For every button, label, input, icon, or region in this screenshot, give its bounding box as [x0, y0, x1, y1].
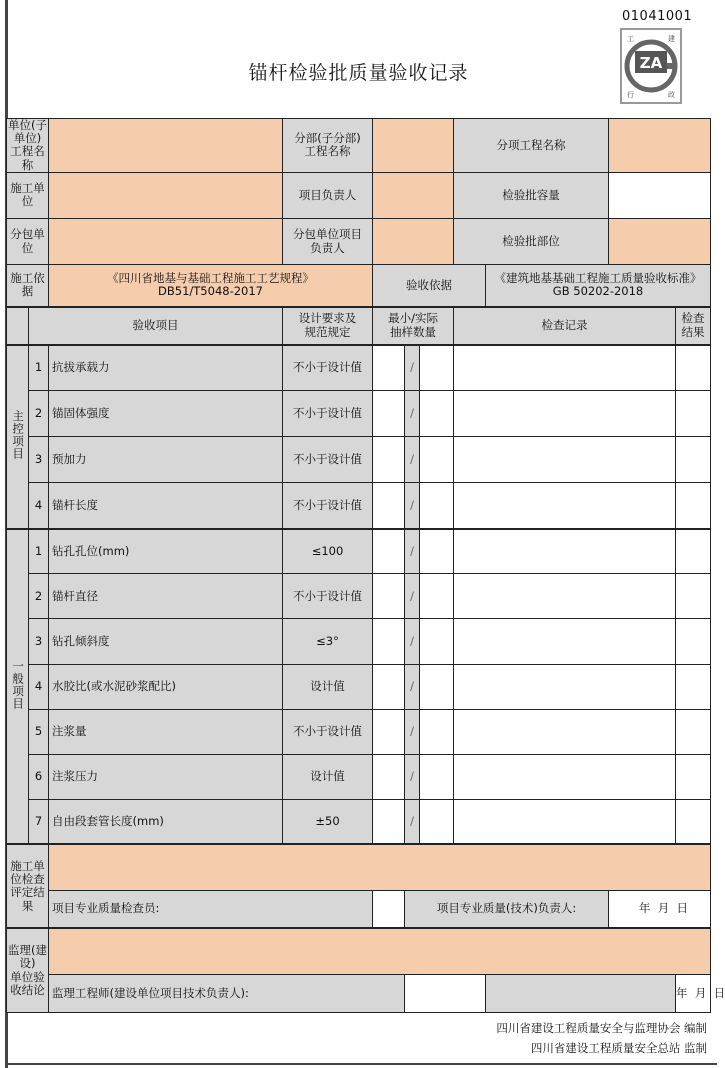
sub-pm-input[interactable]	[373, 218, 454, 264]
project-manager-input[interactable]	[373, 172, 454, 218]
unit-name-input[interactable]	[49, 119, 283, 173]
check-record-input[interactable]	[454, 529, 676, 574]
item-number: 2	[29, 574, 49, 619]
check-record-input[interactable]	[454, 345, 676, 391]
check-result-input[interactable]	[676, 799, 711, 844]
item-number: 3	[29, 619, 49, 664]
actual-sample-input[interactable]	[420, 709, 454, 754]
svg-text:建: 建	[668, 35, 675, 43]
item-requirement: 不小于设计值	[283, 709, 373, 754]
item-name: 注浆压力	[49, 754, 283, 799]
supervising-engineer-signature[interactable]	[405, 974, 486, 1012]
item-requirement: 设计值	[283, 664, 373, 709]
item-requirement: ±50	[283, 799, 373, 844]
item-number: 5	[29, 709, 49, 754]
contractor-check-row	[7, 844, 711, 890]
quality-manager-label: 项目专业质量(技术)负责人:	[405, 890, 609, 928]
acceptance-basis-value: 《建筑地基基础工程施工质量验收标准》 GB 50202-2018	[486, 265, 711, 307]
header-row-3	[7, 218, 711, 264]
actual-sample-input[interactable]	[420, 345, 454, 391]
sample-separator: /	[405, 754, 420, 799]
check-record-input[interactable]	[454, 619, 676, 664]
general-items	[7, 529, 711, 844]
table-row	[7, 483, 711, 529]
division-name-input[interactable]	[373, 119, 454, 173]
item-requirement: 不小于设计值	[283, 574, 373, 619]
actual-sample-input[interactable]	[420, 391, 454, 437]
svg-text:行: 行	[627, 91, 634, 99]
construction-basis-label: 施工依据	[7, 265, 49, 307]
document-code: 01041001	[622, 9, 693, 24]
item-requirement: ≤3°	[283, 619, 373, 664]
item-requirement: 不小于设计值	[283, 391, 373, 437]
check-result-input[interactable]	[676, 619, 711, 664]
table-row	[7, 345, 711, 391]
actual-sample-input[interactable]	[420, 664, 454, 709]
col-check-result: 检查 结果	[676, 307, 711, 345]
actual-sample-input[interactable]	[420, 437, 454, 483]
svg-text:ZA: ZA	[639, 54, 663, 72]
column-header-row	[7, 307, 711, 345]
sample-separator: /	[405, 345, 420, 391]
item-number: 4	[29, 664, 49, 709]
table-row	[7, 391, 711, 437]
group-label: 主控项目	[11, 410, 26, 461]
footer-supervisor: 四川省建设工程质量安全总站 监制	[530, 1041, 707, 1055]
check-record-input[interactable]	[454, 754, 676, 799]
min-sample-input[interactable]	[373, 574, 405, 619]
check-result-input[interactable]	[676, 529, 711, 574]
actual-sample-input[interactable]	[420, 619, 454, 664]
actual-sample-input[interactable]	[420, 529, 454, 574]
min-sample-input[interactable]	[373, 345, 405, 391]
table-row	[7, 799, 711, 844]
group-header-cell	[7, 307, 29, 345]
construction-basis-value: 《四川省地基与基础工程施工工艺规程》 DB51/T5048-2017	[49, 265, 373, 307]
main-control-items	[7, 345, 711, 529]
subitem-name-label: 分项工程名称	[454, 119, 609, 173]
bottom-border	[5, 1063, 717, 1065]
item-number: 7	[29, 799, 49, 844]
check-record-input[interactable]	[454, 709, 676, 754]
batch-location-input[interactable]	[609, 218, 711, 264]
check-result-input[interactable]	[676, 437, 711, 483]
item-number: 6	[29, 754, 49, 799]
table-row	[7, 619, 711, 664]
check-record-input[interactable]	[454, 437, 676, 483]
item-number: 1	[29, 529, 49, 574]
sample-separator: /	[405, 574, 420, 619]
supervisor-check-row	[7, 928, 711, 974]
actual-sample-input[interactable]	[420, 799, 454, 844]
table-row	[7, 664, 711, 709]
sample-separator: /	[405, 391, 420, 437]
check-record-input[interactable]	[454, 799, 676, 844]
group-label-cell	[7, 529, 29, 844]
sample-separator: /	[405, 664, 420, 709]
item-name: 水胶比(或水泥砂浆配比)	[49, 664, 283, 709]
col-check-record: 检查记录	[454, 307, 676, 345]
quality-inspector-signature[interactable]	[373, 890, 405, 928]
sample-separator: /	[405, 483, 420, 529]
check-result-input[interactable]	[676, 483, 711, 529]
subcontractor-label: 分包单位	[7, 218, 49, 264]
item-name: 自由段套管长度(mm)	[49, 799, 283, 844]
acceptance-basis-label: 验收依据	[373, 265, 486, 307]
item-number: 3	[29, 437, 49, 483]
check-result-input[interactable]	[676, 754, 711, 799]
unit-name-label: 单位(子单位) 工程名称	[8, 118, 47, 172]
sample-separator: /	[405, 619, 420, 664]
sub-pm-label: 分包单位项目 负责人	[283, 218, 373, 264]
sample-separator: /	[405, 437, 420, 483]
supervisor-conclusion-input[interactable]	[49, 928, 711, 974]
check-result-input[interactable]	[676, 709, 711, 754]
min-sample-input[interactable]	[373, 709, 405, 754]
item-requirement: 不小于设计值	[283, 437, 373, 483]
table-row	[7, 754, 711, 799]
check-result-input[interactable]	[676, 345, 711, 391]
check-record-input[interactable]	[454, 574, 676, 619]
item-name: 注浆量	[49, 709, 283, 754]
min-sample-input[interactable]	[373, 391, 405, 437]
item-number: 2	[29, 391, 49, 437]
supervisor-check-label: 监理(建设) 单位验收结论	[7, 928, 49, 1012]
supervisor-blank-cell	[486, 974, 676, 1012]
subcontractor-input[interactable]	[49, 218, 283, 264]
group-label: 一般项目	[11, 659, 26, 710]
header-row-4	[7, 265, 711, 307]
header-row-1	[7, 119, 711, 173]
check-record-input[interactable]	[454, 391, 676, 437]
contractor-input[interactable]	[49, 172, 283, 218]
check-record-input[interactable]	[454, 664, 676, 709]
min-sample-input[interactable]	[373, 437, 405, 483]
item-number: 4	[29, 483, 49, 529]
item-requirement: ≤100	[283, 529, 373, 574]
sample-separator: /	[405, 799, 420, 844]
header-row-2	[7, 172, 711, 218]
contractor-sign-row	[7, 890, 711, 928]
actual-sample-input[interactable]	[420, 483, 454, 529]
min-sample-input[interactable]	[373, 664, 405, 709]
table-row	[7, 529, 711, 574]
item-name: 锚固体强度	[49, 391, 283, 437]
table-row	[7, 574, 711, 619]
contractor-check-label: 施工单位检查 评定结果	[7, 844, 49, 928]
footer-editor: 四川省建设工程质量安全与监理协会 编制	[496, 1021, 707, 1035]
project-manager-label: 项目负责人	[283, 172, 373, 218]
min-sample-input[interactable]	[373, 529, 405, 574]
supervisor-sign-row	[7, 974, 711, 1012]
svg-text:工: 工	[627, 35, 634, 43]
item-requirement: 不小于设计值	[283, 483, 373, 529]
min-sample-input[interactable]	[373, 483, 405, 529]
group-label-cell	[7, 345, 29, 529]
actual-sample-input[interactable]	[420, 574, 454, 619]
check-record-input[interactable]	[454, 483, 676, 529]
min-sample-input[interactable]	[373, 754, 405, 799]
item-name: 抗拔承载力	[49, 345, 283, 391]
form-title: 锚杆检验批质量验收记录	[248, 62, 469, 84]
contractor-label: 施工单位	[7, 172, 49, 218]
col-item: 验收项目	[29, 307, 283, 345]
col-sample-count: 最小/实际 抽样数量	[373, 307, 454, 345]
supervising-engineer-label: 监理工程师(建设单位项目技术负责人):	[49, 974, 405, 1012]
subitem-name-input[interactable]	[609, 119, 711, 173]
contractor-check-result-input[interactable]	[49, 844, 711, 890]
batch-location-label: 检验批部位	[454, 218, 609, 264]
min-sample-input[interactable]	[373, 619, 405, 664]
item-requirement: 设计值	[283, 754, 373, 799]
item-name: 锚杆直径	[49, 574, 283, 619]
batch-capacity-input[interactable]	[609, 172, 711, 218]
sample-separator: /	[405, 529, 420, 574]
acceptance-table	[6, 118, 725, 1013]
item-requirement: 不小于设计值	[283, 345, 373, 391]
item-number: 1	[29, 345, 49, 391]
item-name: 钻孔倾斜度	[49, 619, 283, 664]
quality-inspector-label: 项目专业质量检查员:	[49, 890, 373, 928]
batch-capacity-label: 检验批容量	[454, 172, 609, 218]
item-name: 预加力	[49, 437, 283, 483]
check-result-input[interactable]	[676, 664, 711, 709]
min-sample-input[interactable]	[373, 799, 405, 844]
contractor-sign-date[interactable]: 年 月 日	[609, 890, 711, 928]
supervisor-sign-date[interactable]: 年 月 日	[676, 974, 711, 1012]
sample-separator: /	[405, 709, 420, 754]
col-design-requirement: 设计要求及 规范规定	[283, 307, 373, 345]
svg-text:政: 政	[668, 91, 675, 99]
table-row	[7, 709, 711, 754]
check-result-input[interactable]	[676, 574, 711, 619]
division-name-label: 分部(子分部) 工程名称	[283, 119, 373, 173]
item-name: 钻孔孔位(mm)	[49, 529, 283, 574]
item-name: 锚杆长度	[49, 483, 283, 529]
actual-sample-input[interactable]	[420, 754, 454, 799]
check-result-input[interactable]	[676, 391, 711, 437]
table-row	[7, 437, 711, 483]
